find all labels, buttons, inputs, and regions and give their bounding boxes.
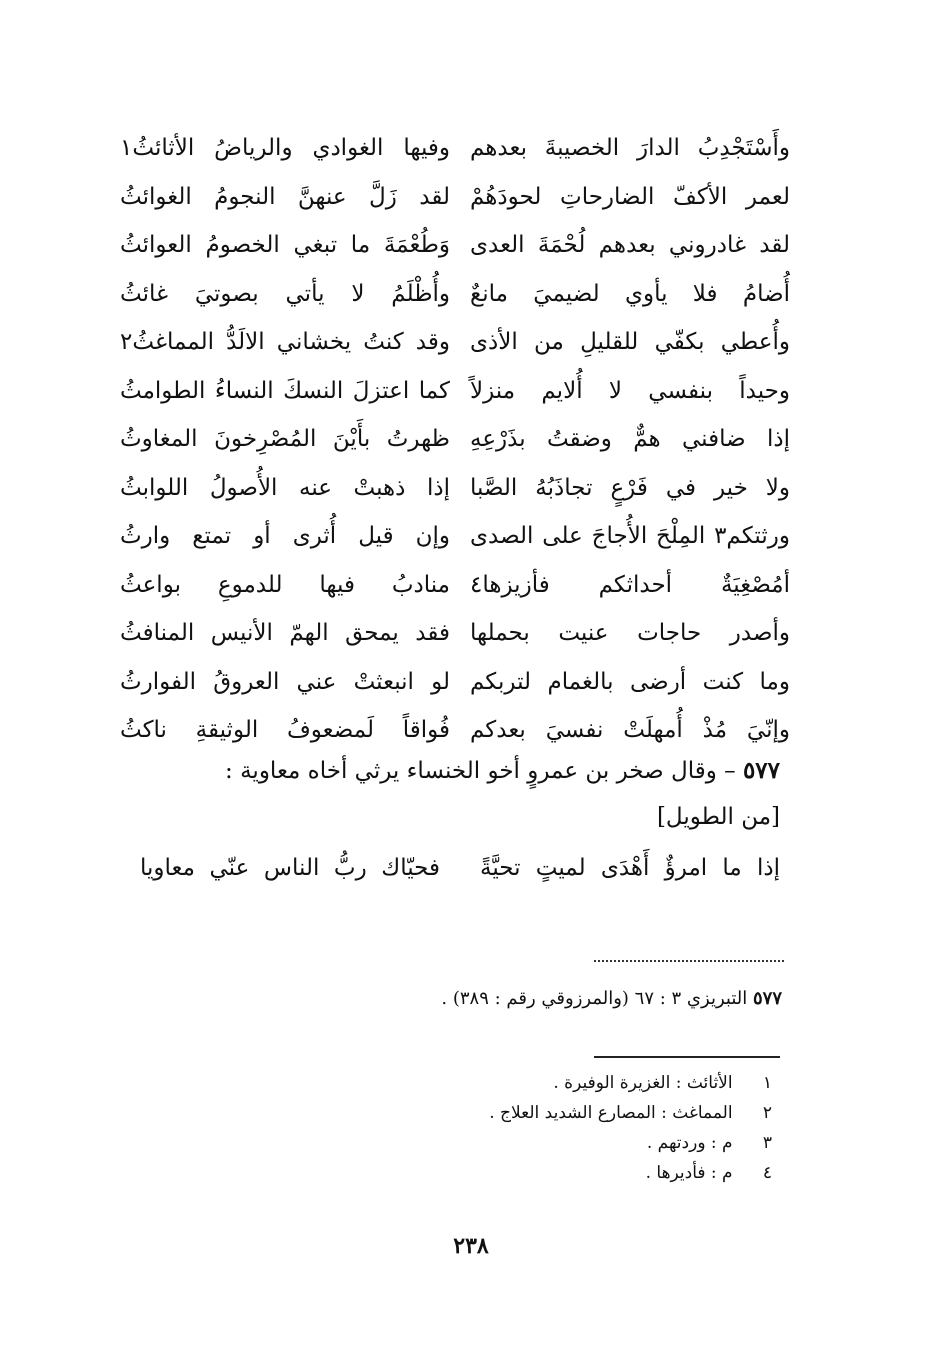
hemistich-second: وفيها الغوادي والرياضُ الأثائثُ١	[120, 135, 450, 161]
hemistich-first: أمُصْغِيَةٌ أحداثكم فأزيزها٤	[470, 571, 790, 598]
hemistich-second: فقد يمحق الهمّ الأنيس المنافثُ	[120, 620, 450, 646]
hemistich-first: أُضامُ فلا يأوي لضيميَ مانعٌ	[470, 280, 790, 307]
verse-row	[120, 322, 790, 371]
source-note	[441, 984, 782, 1014]
hemistich-second: لو انبعثتْ عني العروقُ الفوارثُ	[120, 668, 450, 695]
footnote-text: م : فأديرها .	[645, 1163, 733, 1183]
verse-row	[120, 177, 790, 226]
footnote-number: ٢	[762, 1103, 772, 1123]
hemistich-second: كما اعتزلَ النسكَ النساءُ الطوامثُ	[120, 377, 450, 404]
hemistich-first: لعمر الأكفّ الضارحاتِ لحودَهُمْ	[470, 183, 790, 210]
single-verse	[140, 848, 780, 892]
hemistich-second: إذا ذهبتْ عنه الأُصولُ اللوابثُ	[120, 474, 450, 501]
footnote-rule	[594, 1056, 780, 1058]
verse-row	[120, 371, 790, 420]
hemistich-second: وإن قيل أُثرى أو تمتع وارثُ	[120, 523, 450, 549]
hemistich-second: لقد زَلَّ عنهنَّ النجومُ الغوائثُ	[120, 183, 450, 210]
hemistich-second: منادبُ فيها للدموعِ بواعثُ	[120, 571, 450, 598]
entry-dash: –	[724, 758, 736, 784]
entry-number: ٥٧٧	[742, 757, 780, 784]
hemistich-second: وقد كنتُ يخشاني الالَدُّ المماغثُ٢	[120, 329, 450, 355]
hemistich-first: ورثتكم٣ المِلْحَ الأُجاجَ على الصدى	[470, 523, 790, 549]
verse-row	[120, 565, 790, 614]
hemistich-first: وأصدر حاجات عنيت بحملها	[470, 620, 790, 646]
hemistich-first: إذا ضافني همٌّ وضقتُ بذَرْعِهِ	[470, 426, 790, 452]
footnote-number: ٣	[762, 1133, 772, 1153]
hemistich-second: وَطُعْمَةَ ما تبغي الخصومُ العوائثُ	[120, 232, 450, 258]
source-number: ٥٧٧	[752, 988, 782, 1009]
hemistich-first: ولا خير في فَرْعٍ تجاذَبُهُ الصَّبا	[470, 474, 790, 501]
verse-row	[120, 274, 790, 323]
hemistich-first: وأُعطي بكفّي للقليلِ من الأذى	[470, 329, 790, 355]
footnote	[489, 1098, 772, 1128]
footnote-number: ٤	[762, 1163, 772, 1183]
verse-row	[120, 225, 790, 274]
dotted-separator	[594, 960, 784, 962]
verse-row	[120, 613, 790, 662]
footnote	[489, 1158, 772, 1188]
hemistich-first: وما كنت أرضى بالغمام لتربكم	[470, 668, 790, 695]
hemistich-second: فُواقاً لَمضعوفُ الوثيقةِ ناكثُ	[120, 717, 450, 743]
entry-heading	[130, 748, 780, 840]
verse-row	[120, 662, 790, 711]
footnote-number: ١	[762, 1073, 772, 1093]
footnote-text: المماغث : المصارع الشديد العلاج .	[489, 1103, 733, 1123]
hemistich-first: وأَسْتَجْدِبُ الدارَ الخصيبةَ بعدهم	[470, 135, 790, 161]
page-number: ٢٣٨	[453, 1233, 489, 1259]
footnote-text: الأثائث : الغزيرة الوفيرة .	[553, 1073, 733, 1093]
footnote	[489, 1068, 772, 1098]
hemistich-first: وإنّيَ مُذْ أُمهلَتْ نفسيَ بعدكم	[470, 717, 790, 743]
entry-meter: [من الطويل]	[656, 804, 780, 830]
hemistich-second: وأُظْلَمُ لا يأتي بصوتيَ غائثُ	[120, 280, 450, 307]
hemistich-second: ظهرتُ بأَيْنَ المُصْرِخونَ المغاوثُ	[120, 426, 450, 452]
verse-row	[120, 516, 790, 565]
source-text: التبريزي ٣ : ٦٧ (والمرزوقي رقم : ٣٨٩) .	[441, 988, 748, 1009]
verse-row	[120, 419, 790, 468]
poem-block	[120, 128, 790, 759]
footnotes	[489, 1068, 772, 1188]
verse-row	[120, 128, 790, 177]
footnote-text: م : وردتهم .	[646, 1133, 733, 1153]
hemistich-first: إذا ما امرؤٌ أَهْدَى لميتٍ تحيَّةً	[480, 855, 780, 881]
hemistich-first: وحيداً بنفسي لا أُلايم منزلاً	[470, 377, 790, 404]
entry-intro: وقال صخر بن عمروٍ أخو الخنساء يرثي أخاه معاوية :	[225, 758, 717, 784]
hemistich-second: فحيّاك ربُّ الناس عنّي معاويا	[140, 855, 440, 881]
hemistich-first: لقد غادروني بعدهم لُحْمَةَ العدى	[470, 232, 790, 258]
footnote	[489, 1128, 772, 1158]
verse-row	[120, 468, 790, 517]
